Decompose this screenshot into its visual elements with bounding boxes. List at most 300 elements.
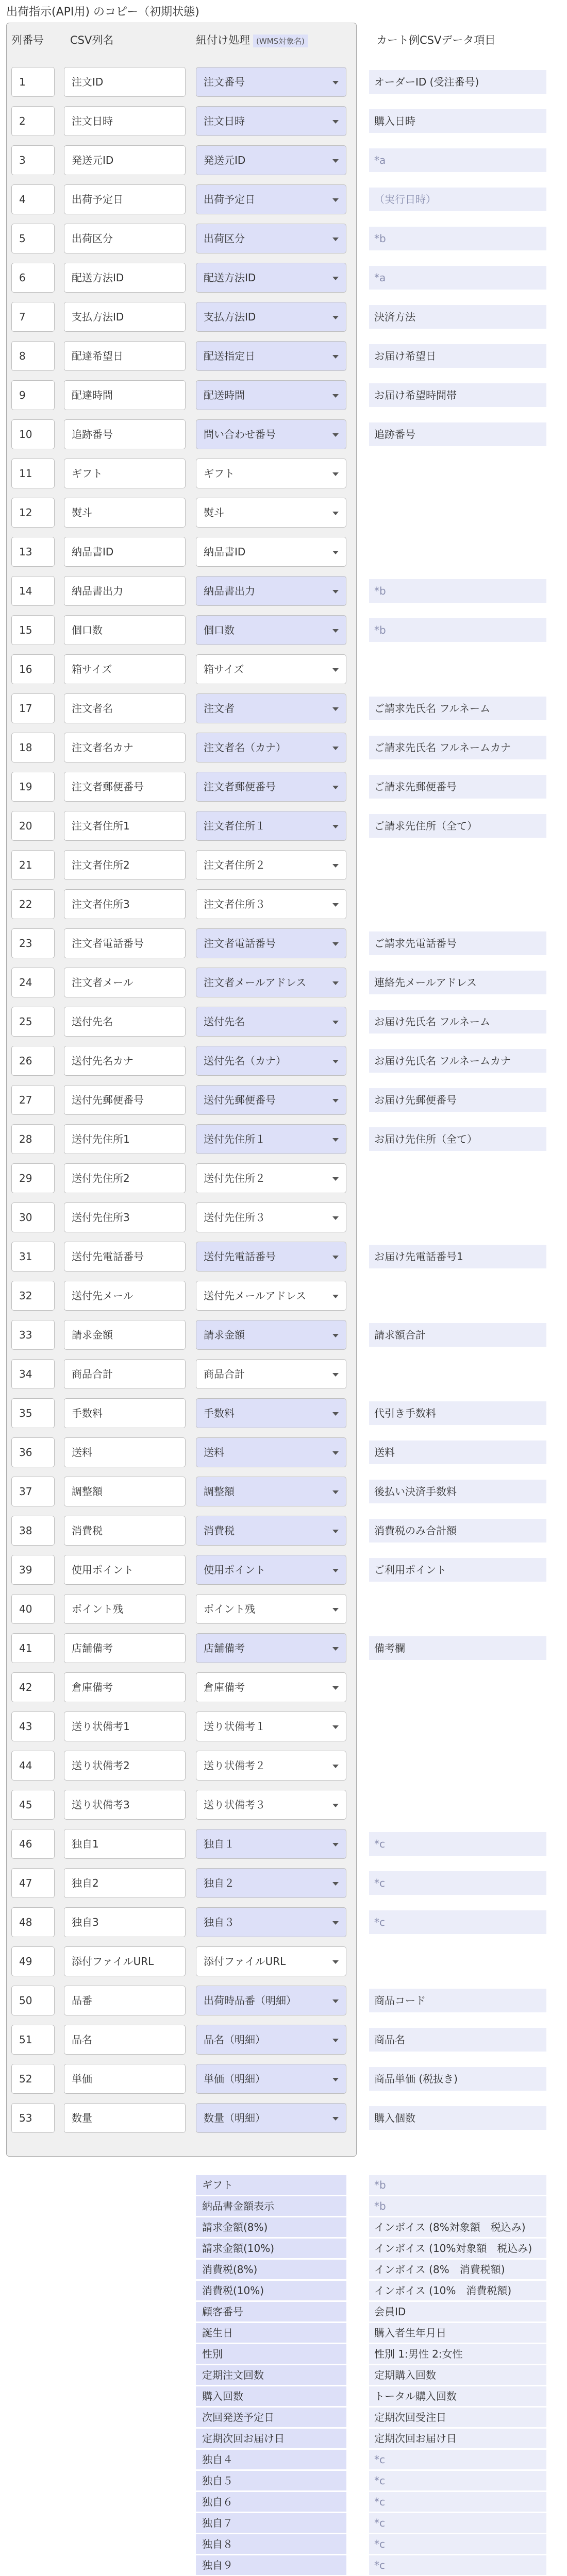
mapping-select[interactable]: 手数料 (196, 1398, 346, 1428)
mapping-select[interactable]: 品名（明細） (196, 2025, 346, 2055)
csv-column-name-field[interactable]: 注文者名カナ (64, 733, 186, 762)
wms-field-label: 定期注文回数 (196, 2365, 346, 2385)
mapping-select[interactable]: 送り状備考３ (196, 1790, 346, 1820)
cart-csv-item: トータル購入回数 (369, 2386, 546, 2406)
table-row (0, 263, 567, 294)
wms-field-label: 独自４ (196, 2450, 346, 2469)
table-row (0, 1242, 567, 1273)
cart-csv-item: *b (369, 579, 546, 603)
cart-csv-item: お届け先電話番号1 (369, 1245, 546, 1268)
table-row (0, 380, 567, 411)
csv-column-name-field[interactable]: 送付先住所2 (64, 1163, 186, 1193)
table-row (0, 889, 567, 920)
table-row (0, 1359, 567, 1390)
mapping-select[interactable]: 送り状備考１ (196, 1711, 346, 1741)
column-number-field[interactable]: 40 (11, 1594, 55, 1624)
table-row (0, 1085, 567, 1116)
column-number-field[interactable]: 20 (11, 811, 55, 841)
column-number-field[interactable]: 38 (11, 1516, 55, 1546)
column-number-field[interactable]: 8 (11, 341, 55, 371)
extra-row (0, 2323, 567, 2344)
table-row (0, 1907, 567, 1938)
mapping-select[interactable]: ギフト (196, 459, 346, 488)
column-number-field[interactable]: 24 (11, 968, 55, 997)
column-number-field[interactable]: 16 (11, 654, 55, 684)
column-number-field[interactable]: 39 (11, 1555, 55, 1585)
cart-csv-item: *c (369, 1871, 546, 1895)
cart-csv-item: 備考欄 (369, 1636, 546, 1660)
column-number-field[interactable]: 36 (11, 1437, 55, 1467)
table-row (0, 1829, 567, 1860)
cart-csv-item: ご請求先氏名 フルネームカナ (369, 736, 546, 759)
mapping-select[interactable]: 注文者メールアドレス (196, 968, 346, 997)
csv-column-name-field[interactable]: 出荷予定日 (64, 184, 186, 214)
mapping-select[interactable]: 調整額 (196, 1477, 346, 1506)
cart-csv-item: *b (369, 618, 546, 642)
table-row (0, 2103, 567, 2134)
csv-column-name-field[interactable]: 送付先住所1 (64, 1124, 186, 1154)
column-number-field[interactable]: 9 (11, 380, 55, 410)
table-row (0, 145, 567, 176)
csv-column-name-field[interactable]: 手数料 (64, 1398, 186, 1428)
cart-csv-item: 後払い決済手数料 (369, 1480, 546, 1503)
column-number-field[interactable]: 11 (11, 459, 55, 488)
table-row (0, 537, 567, 568)
csv-column-name-field[interactable]: 単価 (64, 2064, 186, 2094)
column-number-field[interactable]: 12 (11, 498, 55, 528)
mapping-select[interactable]: 独自３ (196, 1907, 346, 1937)
table-row (0, 1868, 567, 1899)
cart-csv-item: 送料 (369, 1440, 546, 1464)
table-row (0, 459, 567, 489)
header-cart-csv-item: カート例CSVデータ項目 (376, 34, 496, 46)
mapping-select[interactable]: 配送時間 (196, 380, 346, 410)
extra-row (0, 2217, 567, 2238)
csv-column-name-field[interactable]: 送付先名 (64, 1007, 186, 1037)
csv-column-name-field[interactable]: 注文者住所3 (64, 889, 186, 919)
mapping-select[interactable]: 注文者住所１ (196, 811, 346, 841)
column-number-field[interactable]: 21 (11, 850, 55, 880)
table-row (0, 1124, 567, 1155)
csv-column-name-field[interactable]: 送り状備考1 (64, 1711, 186, 1741)
table-row (0, 1790, 567, 1821)
extra-row (0, 2471, 567, 2492)
mapping-select[interactable]: 発送元ID (196, 145, 346, 175)
cart-csv-item: 定期購入回数 (369, 2365, 546, 2385)
table-row (0, 224, 567, 255)
column-number-field[interactable]: 52 (11, 2064, 55, 2094)
extra-row (0, 2281, 567, 2301)
mapping-select[interactable]: 出荷区分 (196, 224, 346, 253)
csv-column-name-field[interactable]: 商品合計 (64, 1359, 186, 1389)
csv-column-name-field[interactable]: ギフト (64, 459, 186, 488)
table-row (0, 302, 567, 333)
extra-row (0, 2492, 567, 2513)
column-number-field[interactable]: 7 (11, 302, 55, 332)
csv-column-name-field[interactable]: 個口数 (64, 615, 186, 645)
cart-csv-item: 会員ID (369, 2302, 546, 2321)
wms-field-label: ギフト (196, 2175, 346, 2195)
csv-column-name-field[interactable]: 送料 (64, 1437, 186, 1467)
csv-column-name-field[interactable]: 送付先住所3 (64, 1202, 186, 1232)
csv-column-name-field[interactable]: 熨斗 (64, 498, 186, 528)
column-number-field[interactable]: 35 (11, 1398, 55, 1428)
cart-csv-item: 商品名 (369, 2028, 546, 2052)
extra-row (0, 2513, 567, 2534)
cart-csv-item: 定期次回お届け日 (369, 2429, 546, 2448)
table-row (0, 106, 567, 137)
mapping-select[interactable]: 注文番号 (196, 67, 346, 97)
csv-column-name-field[interactable]: 発送元ID (64, 145, 186, 175)
table-row (0, 928, 567, 959)
cart-csv-item: インボイス (8% 消費税額) (369, 2260, 546, 2279)
extra-row (0, 2450, 567, 2470)
csv-column-name-field[interactable]: 注文ID (64, 67, 186, 97)
table-row (0, 1398, 567, 1429)
csv-column-name-field[interactable]: 数量 (64, 2103, 186, 2133)
column-number-field[interactable]: 37 (11, 1477, 55, 1506)
cart-csv-item: ご請求先電話番号 (369, 931, 546, 955)
mapping-select[interactable]: 添付ファイルURL (196, 1946, 346, 1976)
csv-column-name-field[interactable]: 送付先郵便番号 (64, 1085, 186, 1115)
column-number-field[interactable]: 28 (11, 1124, 55, 1154)
csv-column-name-field[interactable]: 注文者メール (64, 968, 186, 997)
column-number-field[interactable]: 49 (11, 1946, 55, 1976)
column-number-field[interactable]: 6 (11, 263, 55, 293)
table-row (0, 1477, 567, 1507)
wms-field-label: 顧客番号 (196, 2302, 346, 2321)
mapping-select[interactable]: 倉庫備考 (196, 1672, 346, 1702)
mapping-select[interactable]: 送付先郵便番号 (196, 1085, 346, 1115)
csv-column-name-field[interactable]: 配達時間 (64, 380, 186, 410)
cart-csv-item: *c (369, 2492, 546, 2512)
mapping-select[interactable]: 納品書出力 (196, 576, 346, 606)
mapping-select[interactable]: ポイント残 (196, 1594, 346, 1624)
column-number-field[interactable]: 42 (11, 1672, 55, 1702)
table-row (0, 1281, 567, 1312)
table-row (0, 1320, 567, 1351)
table-row (0, 1946, 567, 1977)
cart-csv-item: 商品コード (369, 1989, 546, 2012)
wms-field-label: 購入回数 (196, 2386, 346, 2406)
mapping-select[interactable]: 送り状備考２ (196, 1751, 346, 1781)
csv-column-name-field[interactable]: 独自3 (64, 1907, 186, 1937)
extra-row (0, 2196, 567, 2217)
cart-csv-item: *c (369, 2555, 546, 2575)
csv-column-name-field[interactable]: 納品書ID (64, 537, 186, 567)
cart-csv-item: *c (369, 2450, 546, 2469)
csv-column-name-field[interactable]: 送り状備考2 (64, 1751, 186, 1781)
csv-column-name-field[interactable]: 注文者郵便番号 (64, 772, 186, 802)
cart-csv-item: お届け先氏名 フルネーム (369, 1010, 546, 1033)
table-row (0, 1751, 567, 1782)
column-number-field[interactable]: 30 (11, 1202, 55, 1232)
column-number-field[interactable]: 17 (11, 693, 55, 723)
wms-field-label: 誕生日 (196, 2323, 346, 2343)
mapping-select[interactable]: 注文日時 (196, 106, 346, 136)
table-row (0, 968, 567, 998)
wms-field-label: 請求金額(10%) (196, 2239, 346, 2258)
column-number-field[interactable]: 23 (11, 928, 55, 958)
table-row (0, 811, 567, 842)
column-number-field[interactable]: 51 (11, 2025, 55, 2055)
cart-csv-item: ご請求先氏名 フルネーム (369, 697, 546, 720)
mapping-select[interactable]: 数量（明細） (196, 2103, 346, 2133)
table-row (0, 1594, 567, 1625)
table-row (0, 693, 567, 724)
column-number-field[interactable]: 27 (11, 1085, 55, 1115)
table-row (0, 1437, 567, 1468)
cart-csv-item: お届け希望日 (369, 344, 546, 368)
mapping-select[interactable]: 店舗備考 (196, 1633, 346, 1663)
cart-csv-item: お届け希望時間帯 (369, 383, 546, 407)
column-number-field[interactable]: 4 (11, 184, 55, 214)
table-row (0, 772, 567, 803)
mapping-select[interactable]: 出荷時品番（明細） (196, 1986, 346, 2015)
table-row (0, 1516, 567, 1547)
csv-column-name-field[interactable]: 独自2 (64, 1868, 186, 1898)
column-number-field[interactable]: 5 (11, 224, 55, 253)
csv-column-name-field[interactable]: 調整額 (64, 1477, 186, 1506)
page-title: 出荷指示(API用) のコピー（初期状態) (6, 6, 199, 19)
wms-field-label: 納品書金額表示 (196, 2196, 346, 2216)
column-number-field[interactable]: 19 (11, 772, 55, 802)
mapping-select[interactable]: 使用ポイント (196, 1555, 346, 1585)
mapping-select[interactable]: 個口数 (196, 615, 346, 645)
column-number-field[interactable]: 50 (11, 1986, 55, 2015)
mapping-select[interactable]: 消費税 (196, 1516, 346, 1546)
cart-csv-item: *b (369, 2196, 546, 2216)
csv-column-name-field[interactable]: 店舗備考 (64, 1633, 186, 1663)
column-number-field[interactable]: 3 (11, 145, 55, 175)
cart-csv-item: 商品単価 (税抜き) (369, 2067, 546, 2091)
mapping-select[interactable]: 商品合計 (196, 1359, 346, 1389)
table-row (0, 1007, 567, 1038)
mapping-select[interactable]: 請求金額 (196, 1320, 346, 1350)
cart-csv-item: 購入個数 (369, 2106, 546, 2130)
wms-field-label: 独自８ (196, 2534, 346, 2554)
cart-csv-item: お届け先住所（全て） (369, 1127, 546, 1151)
csv-column-name-field[interactable]: ポイント残 (64, 1594, 186, 1624)
csv-column-name-field[interactable]: 独自1 (64, 1829, 186, 1859)
table-row (0, 654, 567, 685)
cart-csv-item: 消費税のみ合計額 (369, 1519, 546, 1543)
table-row (0, 498, 567, 529)
wms-field-label: 独自９ (196, 2555, 346, 2575)
wms-field-label: 次回発送予定日 (196, 2408, 346, 2427)
column-number-field[interactable]: 34 (11, 1359, 55, 1389)
extra-row (0, 2408, 567, 2428)
csv-column-name-field[interactable]: 注文者住所2 (64, 850, 186, 880)
cart-csv-item: ご利用ポイント (369, 1558, 546, 1582)
cart-csv-item: *c (369, 2534, 546, 2554)
extra-row (0, 2429, 567, 2449)
table-row (0, 1711, 567, 1742)
column-number-field[interactable]: 32 (11, 1281, 55, 1311)
table-row (0, 341, 567, 372)
mapping-select[interactable]: 注文者名（カナ） (196, 733, 346, 762)
csv-column-name-field[interactable]: 配送方法ID (64, 263, 186, 293)
column-number-field[interactable]: 22 (11, 889, 55, 919)
table-row (0, 2025, 567, 2056)
extra-row (0, 2386, 567, 2407)
csv-column-name-field[interactable]: 出荷区分 (64, 224, 186, 253)
csv-column-name-field[interactable]: 注文者電話番号 (64, 928, 186, 958)
extra-row (0, 2239, 567, 2259)
table-row (0, 2064, 567, 2095)
extra-row (0, 2534, 567, 2555)
cart-csv-item: *c (369, 1832, 546, 1856)
csv-column-name-field[interactable]: 支払方法ID (64, 302, 186, 332)
column-number-field[interactable]: 14 (11, 576, 55, 606)
header-csv-column-name: CSV列名 (70, 34, 114, 46)
table-row (0, 1202, 567, 1233)
csv-column-name-field[interactable]: 倉庫備考 (64, 1672, 186, 1702)
csv-column-name-field[interactable]: 添付ファイルURL (64, 1946, 186, 1976)
wms-field-label: 消費税(8%) (196, 2260, 346, 2279)
cart-csv-item: お届け先郵便番号 (369, 1088, 546, 1112)
csv-column-name-field[interactable]: 送り状備考3 (64, 1790, 186, 1820)
csv-column-name-field[interactable]: 消費税 (64, 1516, 186, 1546)
csv-column-name-field[interactable]: 注文日時 (64, 106, 186, 136)
wms-field-label: 消費税(10%) (196, 2281, 346, 2300)
csv-column-name-field[interactable]: 注文者名 (64, 693, 186, 723)
csv-column-name-field[interactable]: 品番 (64, 1986, 186, 2015)
column-number-field[interactable]: 26 (11, 1046, 55, 1076)
column-number-field[interactable]: 10 (11, 419, 55, 449)
mapping-select[interactable]: 配送方法ID (196, 263, 346, 293)
mapping-select[interactable]: 送付先名 (196, 1007, 346, 1037)
mapping-select[interactable]: 送付先名（カナ） (196, 1046, 346, 1076)
mapping-select[interactable]: 支払方法ID (196, 302, 346, 332)
csv-column-name-field[interactable]: 送付先電話番号 (64, 1242, 186, 1272)
mapping-select[interactable]: 送付先住所２ (196, 1163, 346, 1193)
cart-csv-item: 定期次回受注日 (369, 2408, 546, 2427)
column-number-field[interactable]: 45 (11, 1790, 55, 1820)
extra-row (0, 2175, 567, 2196)
mapping-select[interactable]: 送料 (196, 1437, 346, 1467)
table-row (0, 1046, 567, 1077)
csv-column-name-field[interactable]: 追跡番号 (64, 419, 186, 449)
cart-csv-item: *c (369, 2471, 546, 2490)
mapping-select[interactable]: 注文者 (196, 693, 346, 723)
table-row (0, 1633, 567, 1664)
column-number-field[interactable]: 25 (11, 1007, 55, 1037)
column-number-field[interactable]: 29 (11, 1163, 55, 1193)
csv-column-name-field[interactable]: 送付先メール (64, 1281, 186, 1311)
extra-row (0, 2365, 567, 2386)
mapping-select[interactable]: 注文者郵便番号 (196, 772, 346, 802)
extra-row (0, 2260, 567, 2280)
column-number-field[interactable]: 48 (11, 1907, 55, 1937)
column-number-field[interactable]: 2 (11, 106, 55, 136)
mapping-select[interactable]: 送付先住所３ (196, 1202, 346, 1232)
wms-field-label: 独自７ (196, 2513, 346, 2533)
csv-column-name-field[interactable]: 注文者住所1 (64, 811, 186, 841)
table-row (0, 850, 567, 881)
column-number-field[interactable]: 13 (11, 537, 55, 567)
cart-csv-item: 連絡先メールアドレス (369, 971, 546, 994)
table-row (0, 1986, 567, 2016)
mapping-select[interactable]: 熨斗 (196, 498, 346, 528)
cart-csv-item: *b (369, 227, 546, 250)
extra-row (0, 2302, 567, 2323)
cart-csv-item: 購入日時 (369, 109, 546, 133)
cart-csv-item: 購入者生年月日 (369, 2323, 546, 2343)
cart-csv-item: お届け先氏名 フルネームカナ (369, 1049, 546, 1073)
mapping-select[interactable]: 箱サイズ (196, 654, 346, 684)
column-number-field[interactable]: 41 (11, 1633, 55, 1663)
csv-column-name-field[interactable]: 品名 (64, 2025, 186, 2055)
mapping-select[interactable]: 出荷予定日 (196, 184, 346, 214)
cart-csv-item: ご請求先郵便番号 (369, 775, 546, 799)
mapping-select[interactable]: 問い合わせ番号 (196, 419, 346, 449)
cart-csv-item: *c (369, 1910, 546, 1934)
cart-csv-item: （実行日時） (369, 188, 546, 211)
csv-column-name-field[interactable]: 納品書出力 (64, 576, 186, 606)
cart-csv-item: *b (369, 2175, 546, 2195)
extra-row (0, 2555, 567, 2576)
cart-csv-item: オーダーID (受注番号) (369, 70, 546, 94)
table-row (0, 1555, 567, 1586)
column-number-field[interactable]: 53 (11, 2103, 55, 2133)
mapping-select[interactable]: 納品書ID (196, 537, 346, 567)
table-row (0, 419, 567, 450)
wms-field-label: 定期次回お届け日 (196, 2429, 346, 2448)
header-column-number: 列番号 (11, 34, 44, 46)
mapping-select[interactable]: 注文者住所３ (196, 889, 346, 919)
cart-csv-item: インボイス (8%対象額 税込み) (369, 2217, 546, 2237)
column-number-field[interactable]: 33 (11, 1320, 55, 1350)
column-number-field[interactable]: 47 (11, 1868, 55, 1898)
column-number-field[interactable]: 44 (11, 1751, 55, 1781)
column-number-field[interactable]: 1 (11, 67, 55, 97)
cart-csv-item: 追跡番号 (369, 422, 546, 446)
column-number-field[interactable]: 31 (11, 1242, 55, 1272)
csv-column-name-field[interactable]: 配達希望日 (64, 341, 186, 371)
column-number-field[interactable]: 18 (11, 733, 55, 762)
cart-csv-item: 請求額合計 (369, 1323, 546, 1347)
wms-target-badge: (WMS対象名) (253, 35, 308, 47)
table-row (0, 615, 567, 646)
table-row (0, 67, 567, 98)
column-number-field[interactable]: 43 (11, 1711, 55, 1741)
csv-column-name-field[interactable]: 箱サイズ (64, 654, 186, 684)
mapping-select[interactable]: 注文者電話番号 (196, 928, 346, 958)
mapping-select[interactable]: 配送指定日 (196, 341, 346, 371)
wms-field-label: 性別 (196, 2344, 346, 2364)
mapping-select[interactable]: 注文者住所２ (196, 850, 346, 880)
cart-csv-item: *a (369, 266, 546, 290)
mapping-select[interactable]: 単価（明細） (196, 2064, 346, 2094)
mapping-select[interactable]: 送付先メールアドレス (196, 1281, 346, 1311)
cart-csv-item: 性別 1:男性 2:女性 (369, 2344, 546, 2364)
column-number-field[interactable]: 15 (11, 615, 55, 645)
column-number-field[interactable]: 46 (11, 1829, 55, 1859)
header-mapping (196, 32, 308, 47)
mapping-select[interactable]: 送付先住所１ (196, 1124, 346, 1154)
csv-column-name-field[interactable]: 請求金額 (64, 1320, 186, 1350)
mapping-select[interactable]: 送付先電話番号 (196, 1242, 346, 1272)
mapping-select[interactable]: 独自２ (196, 1868, 346, 1898)
cart-csv-item: インボイス (10%対象額 税込み) (369, 2239, 546, 2258)
table-row (0, 733, 567, 764)
wms-field-label: 独自６ (196, 2492, 346, 2512)
csv-column-name-field[interactable]: 使用ポイント (64, 1555, 186, 1585)
csv-column-name-field[interactable]: 送付先名カナ (64, 1046, 186, 1076)
mapping-select[interactable]: 独自１ (196, 1829, 346, 1859)
header-mapping-label: 紐付け処理 (196, 34, 250, 46)
